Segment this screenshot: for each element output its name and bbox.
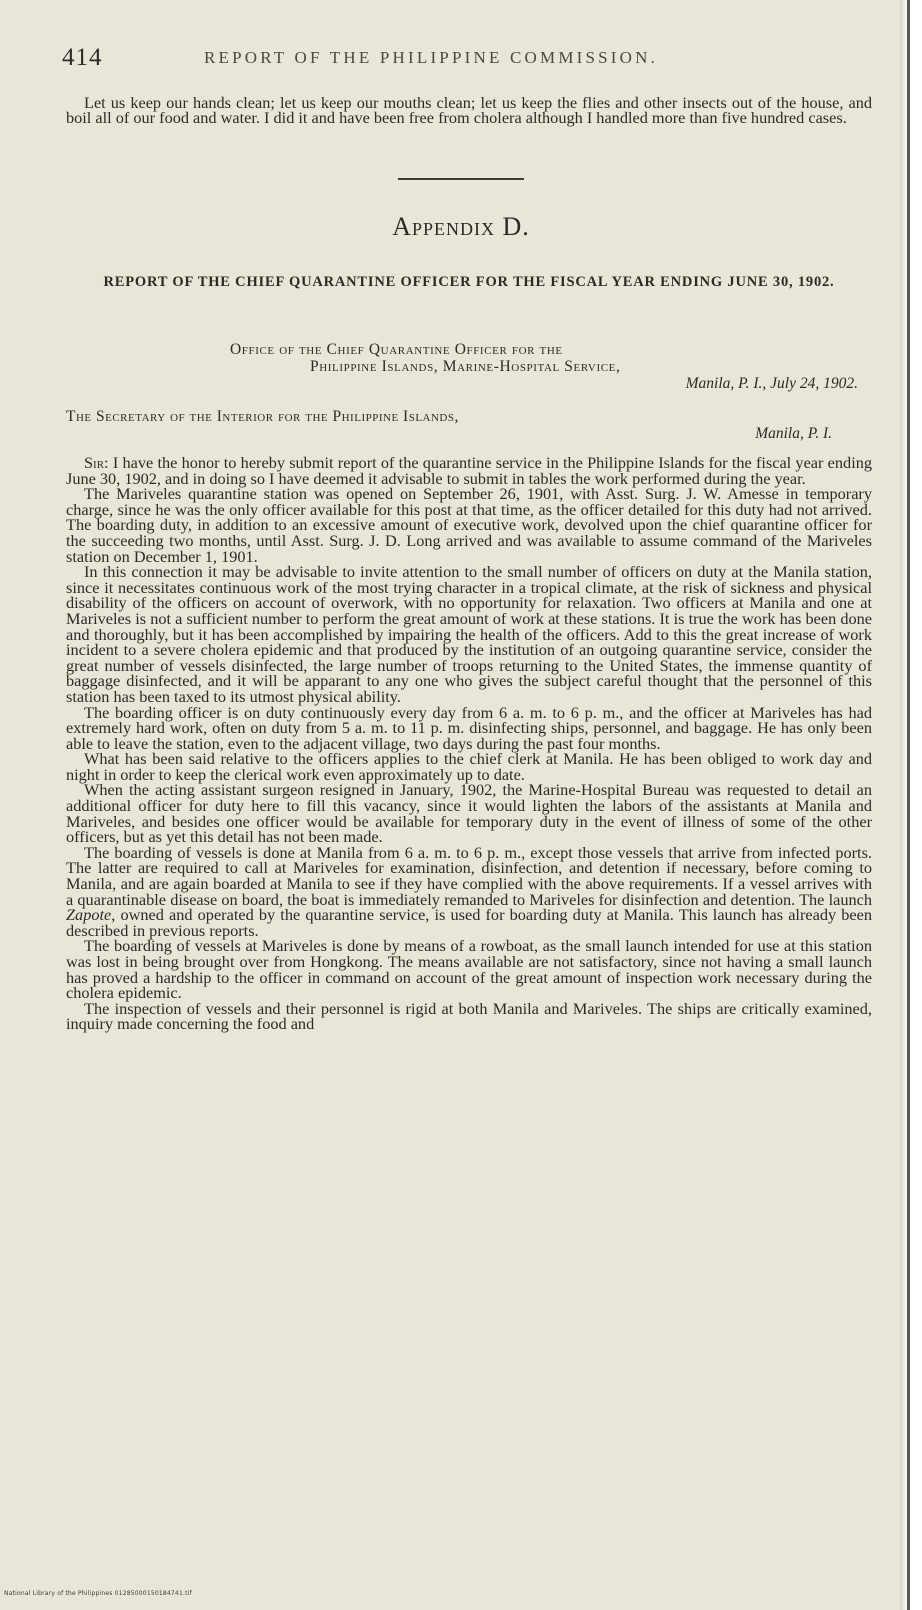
section-divider: [398, 178, 524, 180]
office-dateline: Manila, P. I., July 24, 1902.: [685, 375, 858, 392]
letter-paragraph: In this connection it may be advisable to invite attention to the small number of officers on duty at the Manila station, since it necessitates continuous work of the most trying character in a tropical climate, at the risk of sickness and physical disability of the officers on account of overwork, with no opportunity for relaxation. Two officers at Manila and one at Mariveles is not a sufficient number to perform the great amount of work at these stations. It is true the work has been done and thoroughly, but it has been accomplished by impairing the health of the officers. Add to this the great increase of work incident to a severe cholera epidemic and that produced by the institution of an outgoing quarantine service, consider the great number of vessels disinfected, the large number of troops returning to the United States, the immense quantity of baggage disinfected, and it will be apparant to any one who gives the subject careful thought that the personnel of this station has been taxed to its utmost physical ability.: [66, 562, 872, 706]
appendix-title: Appendix D.: [392, 212, 530, 241]
report-heading: REPORT OF THE CHIEF QUARANTINE OFFICER FOR THE FISCAL YEAR ENDING JUNE 30, 1902.: [103, 274, 835, 290]
vessel-name: Zapote: [66, 905, 112, 925]
letter-paragraph: What has been said relative to the officers applies to the chief clerk at Manila. He has been obliged to work day and night in order to keep the clerical work even approximately up to date.: [66, 749, 872, 784]
letter-body: [66, 455, 872, 1032]
addressee-line-1: The Secretary of the Interior for the Philippine Islands,: [66, 408, 459, 425]
letter-paragraph: The boarding of vessels at Mariveles is done by means of a rowboat, as the small launch intended for use at this station was lost in being brought over from Hongkong. The means available are not satisfactory, since not having a small launch has proved a hardship to the officer in command on account of the great amount of inspection work necessary during the cholera epidemic.: [66, 936, 872, 1003]
letter-paragraph: [66, 455, 872, 486]
running-head: [62, 44, 882, 76]
letter-paragraph: The Mariveles quarantine station was opened on September 26, 1901, with Asst. Surg. J. W. Amesse in temporary charge, since he was the only officer available for this post at that time, as the officer detailed for this duty had not arrived. The boarding duty, in addition to an excessive amount of executive work, devolved upon the chief quarantine officer for the succeeding two months, until Asst. Surg. J. D. Long arrived and was available to assume command of the Mariveles station on December 1, 1901.: [66, 484, 872, 566]
page-edge: [900, 0, 922, 1610]
page-number: 414: [62, 44, 103, 71]
letter-paragraph: The boarding officer is on duty continuously every day from 6 a. m. to 6 p. m., and the officer at Mariveles has had extremely hard work, often on duty from 5 a. m. to 11 p. m. disinfecting ships, personnel, and baggage. He has only been able to leave the station, even to the adjacent village, two days during the past four months.: [66, 702, 872, 753]
paragraph-text: , owned and operated by the quarantine service, is used for boarding duty at Manila. This launch has already been described in previous reports.: [66, 905, 872, 940]
letter-paragraph: When the acting assistant surgeon resigned in January, 1902, the Marine-Hospital Bureau was requested to detail an additional officer for duty here to fill this vacancy, since it would lighten the labors of the assistants at Manila and Mariveles, and besides one officer would be available for temporary duty in the event of illness of some of the other officers, but as yet this detail has not been made.: [66, 780, 872, 847]
paragraph-text: I have the honor to hereby submit report of the quarantine service in the Philippine Islands for the fiscal year ending June 30, 1902, and in doing so I have deemed it advisable to submit in tables the work performed during the year.: [66, 453, 872, 488]
office-line-1: Office of the Chief Quarantine Officer for the: [230, 341, 563, 358]
letter-paragraph: [66, 842, 872, 940]
addressee-block: [66, 408, 872, 442]
office-block: [230, 341, 870, 392]
running-title: REPORT OF THE PHILIPPINE COMMISSION.: [204, 48, 659, 67]
office-line-2: Philippine Islands, Marine-Hospital Service,: [310, 358, 621, 375]
salutation: Sir:: [84, 453, 109, 472]
paragraph-text: The boarding of vessels is done at Manila from 6 a. m. to 6 p. m., except those vessels that arrive from infected ports. The latter are required to call at Mariveles for examination, disinfection, and detention if necessary, before coming to Manila, and are again boarded at Manila to see if they have complied with the above requirements. If a vessel arrives with a quarantinable disease on board, the boat is immediately remanded to Mariveles for disinfection and detention. The launch: [66, 842, 872, 909]
binding-shadow: [907, 0, 910, 1610]
scan-footer: National Library of the Philippines 01285000150184741.tif: [4, 1590, 192, 1597]
letter-paragraph: The inspection of vessels and their personnel is rigid at both Manila and Mariveles. The ships are critically examined, inquiry made concerning the food and: [66, 998, 872, 1034]
addressee-line-2: Manila, P. I.: [755, 425, 832, 442]
intro-paragraph: Let us keep our hands clean; let us keep our mouths clean; let us keep the flies and other insects out of the house, and boil all of our food and water. I did it and have been free from cholera although I handled more than five hundred cases.: [66, 93, 872, 128]
